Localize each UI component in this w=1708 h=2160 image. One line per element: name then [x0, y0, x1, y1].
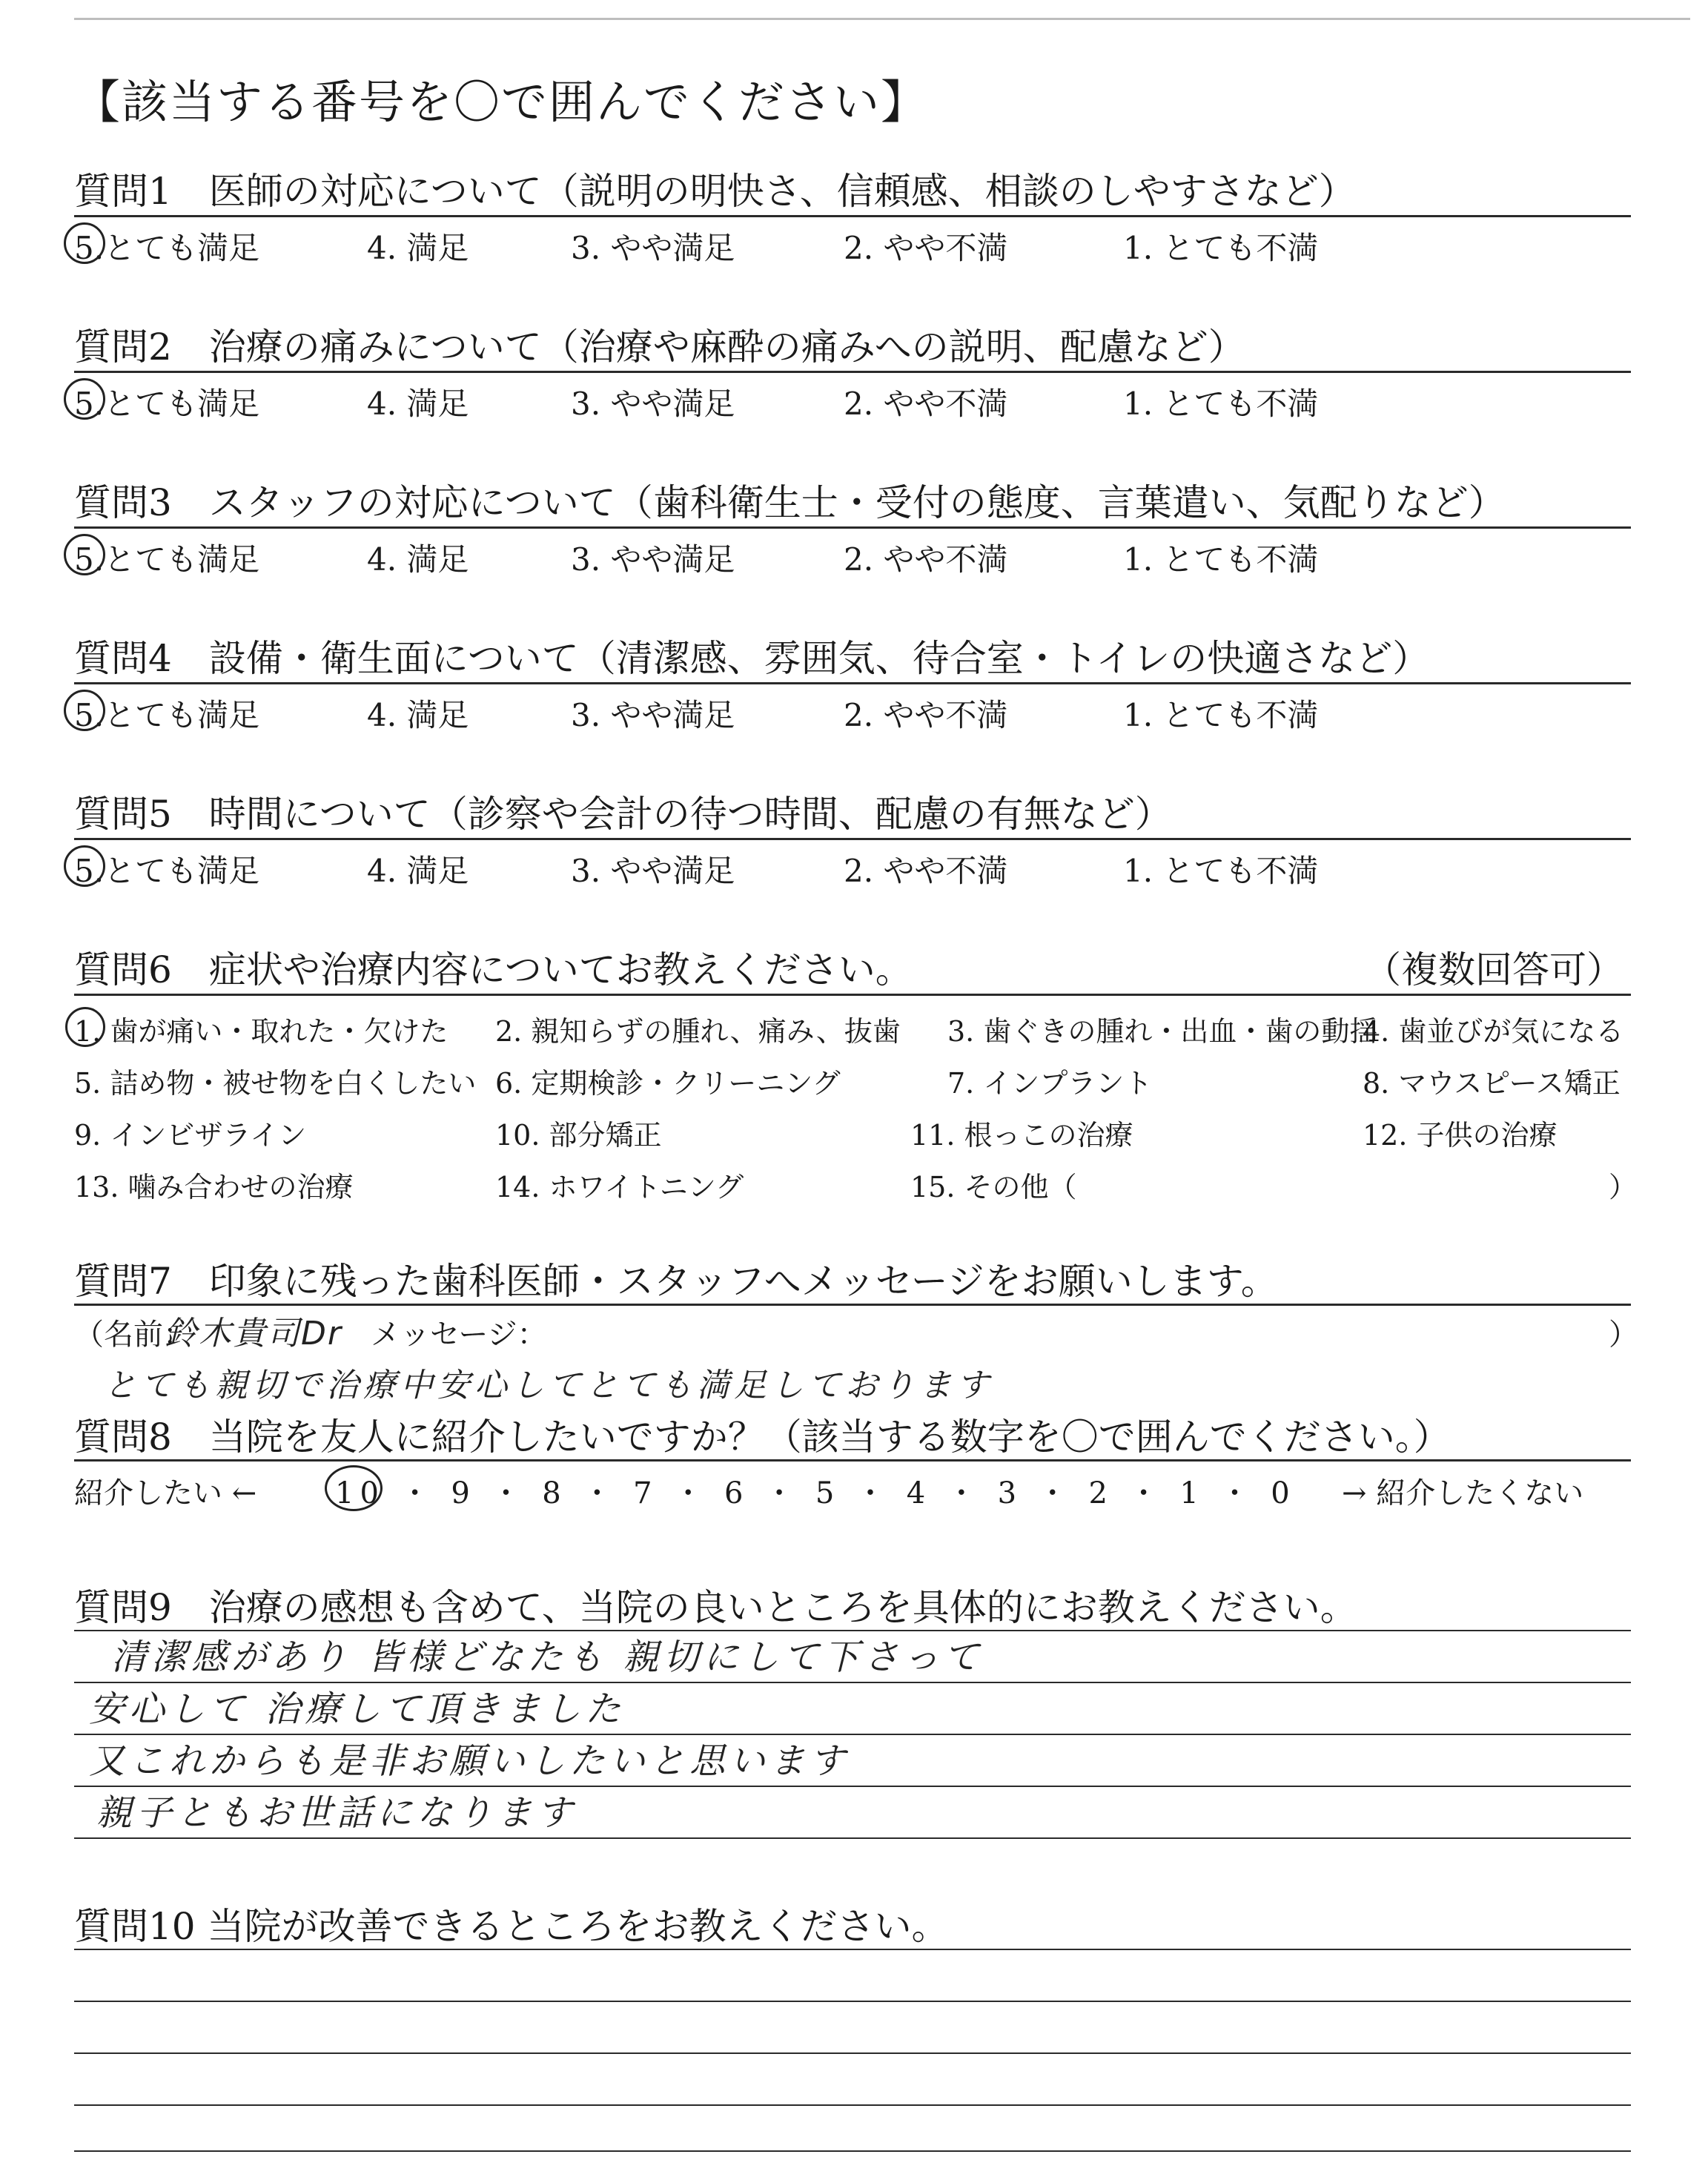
option-3[interactable]: 3. やや満足 — [571, 541, 735, 578]
option-3[interactable]: 3. やや満足 — [571, 853, 735, 889]
category-8[interactable]: 8. マウスピース矯正 — [1363, 1067, 1621, 1100]
option-4[interactable]: 4. 満足 — [367, 853, 469, 889]
question-5: 質問5 時間について（診察や会計の待つ時間、配慮の有無など） — [74, 793, 1172, 836]
category-5[interactable]: 5. 詰め物・被せ物を白くしたい — [74, 1067, 477, 1100]
rule-q2 — [74, 371, 1631, 373]
question-4: 質問4 設備・衛生面について（清潔感、雰囲気、待合室・トイレの快適さなど） — [74, 637, 1430, 680]
option-2[interactable]: 2. やや不満 — [844, 697, 1008, 733]
selection-circle — [325, 1465, 383, 1511]
rule-q6 — [74, 994, 1631, 996]
option-2[interactable]: 2. やや不満 — [844, 541, 1008, 578]
category-15-close: ） — [1609, 1171, 1638, 1203]
message-close-paren: ） — [1609, 1318, 1638, 1352]
category-14[interactable]: 14. ホワイトニング — [495, 1171, 744, 1203]
category-7[interactable]: 7. インプラント — [947, 1067, 1153, 1100]
option-2[interactable]: 2. やや不満 — [844, 853, 1008, 889]
option-3[interactable]: 3. やや満足 — [571, 230, 735, 266]
option-5[interactable]: 5.とても満足 — [74, 853, 260, 889]
option-1[interactable]: 1. とても不満 — [1123, 230, 1319, 266]
rule-q7 — [74, 1304, 1631, 1306]
rule-q1 — [74, 215, 1631, 217]
option-2[interactable]: 2. やや不満 — [844, 386, 1008, 422]
category-2[interactable]: 2. 親知らずの腫れ、痛み、抜歯 — [495, 1015, 901, 1048]
selection-circle — [65, 1007, 105, 1047]
question-1: 質問1 医師の対応について（説明の明快さ、信頼感、相談のしやすさなど） — [74, 170, 1356, 213]
option-5[interactable]: 5.とても満足 — [74, 697, 260, 733]
multiple-answer-note: （複数回答可） — [1364, 948, 1623, 991]
category-15[interactable]: 15. その他（ — [910, 1171, 1077, 1203]
question-2: 質問2 治療の痛みについて（治療や麻酔の痛みへの説明、配慮など） — [74, 326, 1245, 369]
handwritten-name[interactable]: 鈴木貴司Dr — [165, 1315, 342, 1353]
question-9: 質問9 治療の感想も含めて、当院の良いところを具体的にお教えください。 — [74, 1586, 1357, 1629]
option-4[interactable]: 4. 満足 — [367, 541, 469, 578]
handwritten-message[interactable]: とても親切で治療中安心してとても満足しております — [104, 1367, 993, 1404]
selection-circle — [64, 534, 105, 575]
question-6: 質問6 症状や治療内容についてお教えください。 — [74, 948, 913, 991]
option-5[interactable]: 5.とても満足 — [74, 230, 260, 266]
top-border — [74, 18, 1690, 20]
selection-circle — [64, 690, 105, 731]
page-title: 【該当する番号を〇で囲んでください】 — [74, 75, 929, 129]
question-3: 質問3 スタッフの対応について（歯科衛生士・受付の態度、言葉遣い、気配りなど） — [74, 481, 1506, 524]
recommend-scale[interactable]: 10 ・ 9 ・ 8 ・ 7 ・ 6 ・ 5 ・ 4 ・ 3 ・ 2 ・ 1 ・ 0 — [335, 1476, 1296, 1510]
answer-line — [74, 1837, 1631, 1839]
answer-line — [74, 2001, 1631, 2002]
scale-left-label: 紹介したい ← — [74, 1476, 257, 1510]
selection-circle — [64, 845, 105, 887]
question-7: 質問7 印象に残った歯科医師・スタッフへメッセージをお願いします。 — [74, 1260, 1278, 1303]
category-13[interactable]: 13. 噛み合わせの治療 — [74, 1171, 354, 1203]
rule-q3 — [74, 526, 1631, 529]
category-6[interactable]: 6. 定期検診・クリーニング — [495, 1067, 841, 1100]
option-1[interactable]: 1. とても不満 — [1123, 541, 1319, 578]
option-4[interactable]: 4. 満足 — [367, 230, 469, 266]
selection-circle — [64, 378, 105, 420]
option-5[interactable]: 5.とても満足 — [74, 541, 260, 578]
category-3[interactable]: 3. 歯ぐきの腫れ・出血・歯の動揺 — [947, 1015, 1378, 1048]
category-1[interactable]: 1. 歯が痛い・取れた・欠けた — [74, 1015, 448, 1048]
handwritten-answer-line-1[interactable]: 清潔感があり 皆様どなたも 親切にして下さって — [111, 1636, 984, 1678]
category-10[interactable]: 10. 部分矯正 — [495, 1119, 662, 1152]
answer-line — [74, 2104, 1631, 2106]
message-label: メッセージ： — [371, 1318, 547, 1352]
answer-line — [74, 1949, 1631, 1950]
rule-q4 — [74, 682, 1631, 684]
answer-line — [74, 2150, 1631, 2152]
question-10: 質問10 当院が改善できるところをお教えください。 — [74, 1905, 949, 1948]
option-5[interactable]: 5.とても満足 — [74, 386, 260, 422]
category-12[interactable]: 12. 子供の治療 — [1363, 1119, 1558, 1152]
answer-line — [74, 2052, 1631, 2054]
selection-circle — [64, 222, 105, 264]
option-1[interactable]: 1. とても不満 — [1123, 386, 1319, 422]
rule-q8 — [74, 1459, 1631, 1462]
handwritten-answer-line-4[interactable]: 親子ともお世話になります — [96, 1792, 577, 1834]
option-1[interactable]: 1. とても不満 — [1123, 853, 1319, 889]
handwritten-answer-line-3[interactable]: 又これからも是非お願いしたいと思います — [89, 1740, 850, 1782]
option-4[interactable]: 4. 満足 — [367, 697, 469, 733]
name-label: （名前： — [74, 1318, 193, 1352]
option-2[interactable]: 2. やや不満 — [844, 230, 1008, 266]
handwritten-answer-line-2[interactable]: 安心して 治療して頂きました — [89, 1688, 626, 1730]
option-3[interactable]: 3. やや満足 — [571, 386, 735, 422]
rule-q5 — [74, 838, 1631, 840]
option-4[interactable]: 4. 満足 — [367, 386, 469, 422]
category-4[interactable]: 4. 歯並びが気になる — [1363, 1015, 1624, 1048]
category-9[interactable]: 9. インビザライン — [74, 1119, 307, 1152]
scale-right-label: → 紹介したくない — [1342, 1476, 1584, 1510]
option-3[interactable]: 3. やや満足 — [571, 697, 735, 733]
question-8: 質問8 当院を友人に紹介したいですか？（該当する数字を〇で囲んでください。） — [74, 1416, 1451, 1459]
option-1[interactable]: 1. とても不満 — [1123, 697, 1319, 733]
category-11[interactable]: 11. 根っこの治療 — [910, 1119, 1133, 1152]
